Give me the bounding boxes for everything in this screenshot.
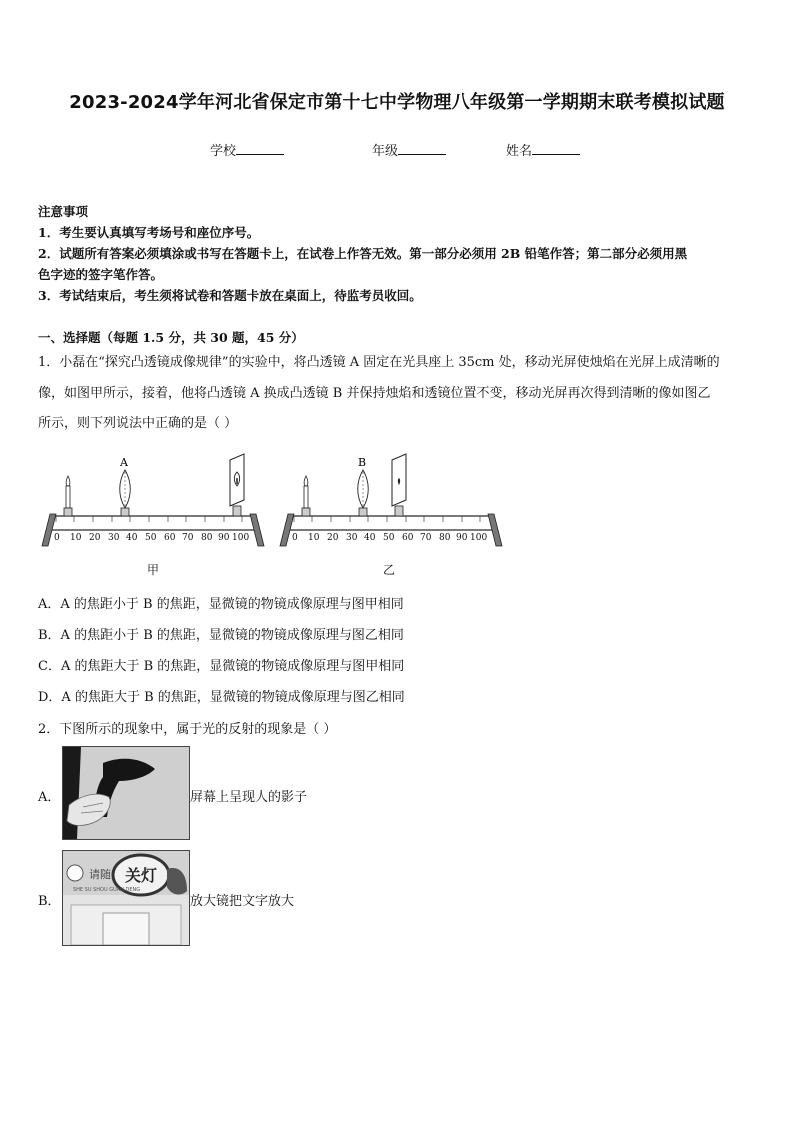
notice-item: 1．考生要认真填写考场号和座位序号。 xyxy=(38,225,260,240)
bench-rail xyxy=(50,516,256,530)
page-title: 2023-2024学年河北省保定市第十七中学物理八年级第一学期期末联考模拟试题 xyxy=(69,92,725,113)
name-field xyxy=(506,140,580,159)
q1-option-d: D．A 的焦距大于 B 的焦距，显微镜的物镜成像原理与图乙相同 xyxy=(38,690,405,705)
notice-heading: 注意事项 xyxy=(38,204,89,219)
q1-stem-line: 像，如图甲所示，接着，他将凸透镜 A 换成凸透镜 B 并保持烛焰和透镜位置不变，移动光屏再次得到清晰的像如图乙 xyxy=(38,386,711,401)
q1-option-c: C．A 的焦距大于 B 的焦距，显微镜的物镜成像原理与图甲相同 xyxy=(38,659,405,674)
tick-label: 0 xyxy=(54,533,60,543)
light-screen-icon xyxy=(230,454,244,516)
bench-tick-labels xyxy=(292,533,487,543)
tick-label: 10 xyxy=(70,533,82,543)
school-field xyxy=(210,140,284,159)
tick-label: 100 xyxy=(470,533,488,543)
q1-stem-line: 1．小磊在“探究凸透镜成像规律”的实验中，将凸透镜 A 固定在光具座上 35cm 处，移动光屏使烛焰在光屏上成清晰的 xyxy=(38,355,720,370)
convex-lens-icon xyxy=(119,456,130,516)
tick-label: 70 xyxy=(182,533,194,543)
school-label: 学校 xyxy=(210,144,237,159)
bench-rail xyxy=(288,516,494,530)
lens-label: B xyxy=(358,456,367,469)
tick-label: 40 xyxy=(126,533,138,543)
tick-label: 0 xyxy=(292,533,298,543)
figure-caption-yi: 乙 xyxy=(383,563,396,577)
tick-label: 60 xyxy=(164,533,176,543)
school-blank xyxy=(236,142,284,155)
tick-label: 30 xyxy=(108,533,120,543)
tick-label: 80 xyxy=(439,533,451,543)
notice-item: 3．考试结束后，考生须将试卷和答题卡放在桌面上，待监考员收回。 xyxy=(38,288,422,303)
notice-item: 色字迹的签字笔作答。 xyxy=(38,267,164,282)
tick-label: 30 xyxy=(346,533,358,543)
optical-bench-figure-yi xyxy=(276,450,506,550)
convex-lens-icon xyxy=(358,456,369,516)
shadow-puppet-photo xyxy=(62,746,190,840)
q2-option-a-text: 屏幕上呈现人的影子 xyxy=(190,790,308,805)
grade-blank xyxy=(398,142,446,155)
candle-icon xyxy=(64,476,72,516)
q2-stem: 2．下图所示的现象中，属于光的反射的现象是（ ） xyxy=(38,722,337,737)
tick-label: 50 xyxy=(145,533,157,543)
light-screen-icon xyxy=(392,454,406,516)
tick-label: 80 xyxy=(201,533,213,543)
tick-label: 40 xyxy=(364,533,376,543)
candle-icon xyxy=(302,476,310,516)
q2-option-a-letter: A． xyxy=(38,790,61,805)
figure-caption-jia: 甲 xyxy=(147,563,160,577)
magnified-text: 关灯 xyxy=(125,866,158,885)
magnifier-photo xyxy=(62,850,190,946)
tick-label: 10 xyxy=(308,533,320,543)
tick-label: 90 xyxy=(218,533,230,543)
q2-option-b-letter: B． xyxy=(38,894,61,909)
section-heading: 一、选择题（每题 1.5 分，共 30 题，45 分） xyxy=(38,330,304,345)
q2-option-b-text: 放大镜把文字放大 xyxy=(190,894,295,909)
notice-item: 2．试题所有答案必须填涂或书写在答题卡上，在试卷上作答无效。第一部分必须用 2B 铅笔作答；第二部分必须用黑 xyxy=(38,246,688,261)
grade-field xyxy=(372,140,446,159)
q1-option-b: B．A 的焦距小于 B 的焦距，显微镜的物镜成像原理与图乙相同 xyxy=(38,628,404,643)
lens-label: A xyxy=(120,456,128,469)
q1-option-a: A．A 的焦距小于 B 的焦距，显微镜的物镜成像原理与图甲相同 xyxy=(38,597,404,612)
name-blank xyxy=(532,142,580,155)
name-label: 姓名 xyxy=(506,144,533,159)
q1-stem-line: 所示，则下列说法中正确的是（ ） xyxy=(38,416,238,431)
tick-label: 20 xyxy=(327,533,339,543)
optical-bench-figure-jia xyxy=(38,450,268,550)
svg-text:请随: 请随 xyxy=(89,868,111,881)
svg-text:SHE SU SHOU GUAN DENG: SHE SU SHOU GUAN DENG xyxy=(73,887,141,893)
tick-label: 100 xyxy=(232,533,250,543)
bench-tick-labels xyxy=(54,533,249,543)
tick-label: 70 xyxy=(420,533,432,543)
tick-label: 20 xyxy=(89,533,101,543)
tick-label: 60 xyxy=(402,533,414,543)
tick-label: 50 xyxy=(383,533,395,543)
tick-label: 90 xyxy=(456,533,468,543)
grade-label: 年级 xyxy=(372,144,399,159)
